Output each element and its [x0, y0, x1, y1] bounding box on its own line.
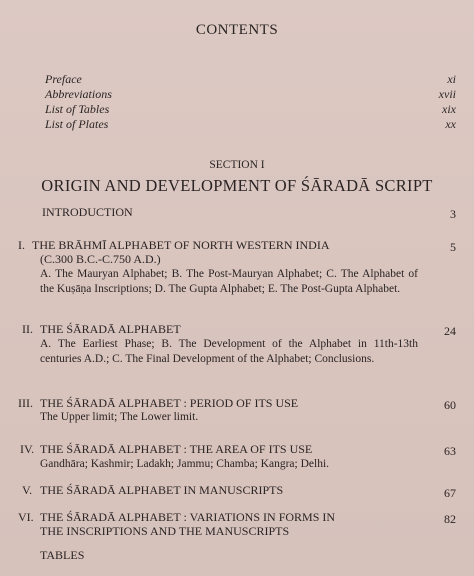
- chapter-page: 67: [444, 486, 456, 500]
- chapter-description: The Upper limit; The Lower limit.: [40, 411, 199, 423]
- chapter-page: 82: [444, 512, 456, 526]
- chapter-title: THE ŚĀRADĀ ALPHABET : THE AREA OF ITS USE: [40, 442, 313, 456]
- introduction-label: INTRODUCTION: [42, 205, 133, 219]
- page-title: CONTENTS: [195, 22, 279, 38]
- section-title: ORIGIN AND DEVELOPMENT OF ŚĀRADĀ SCRIPT: [41, 176, 433, 195]
- front-matter-label: List of Tables: [45, 102, 110, 116]
- chapter-subtitle: (C.300 B.C.-C.750 A.D.): [40, 252, 161, 266]
- chapter-number: IV.: [20, 442, 35, 456]
- front-matter-page: xi: [447, 72, 456, 86]
- chapter-title-continued: THE INSCRIPTIONS AND THE MANUSCRIPTS: [40, 524, 290, 538]
- front-matter-page: xx: [445, 117, 456, 131]
- chapter-title: THE ŚĀRADĀ ALPHABET: [40, 322, 181, 336]
- chapter-number: V.: [22, 483, 33, 497]
- chapter-number: I.: [18, 238, 25, 252]
- chapter-page: 63: [444, 444, 456, 458]
- chapter-page: 5: [450, 240, 456, 254]
- front-matter-label: List of Plates: [45, 117, 109, 131]
- section-label: SECTION I: [209, 159, 265, 171]
- front-matter-label: Abbreviations: [45, 87, 112, 101]
- chapter-description: A. The Earliest Phase; B. The Development of the Alphabet in 11th-13th centuries A.D.; C. The Final Development of the Alphabet; Conclusions.: [40, 338, 418, 366]
- chapter-number: III.: [18, 396, 33, 410]
- tables-label: TABLES: [40, 548, 85, 562]
- front-matter-page: xvii: [438, 87, 456, 101]
- front-matter-page: xix: [442, 102, 456, 116]
- chapter-title: THE ŚĀRADĀ ALPHABET IN MANUSCRIPTS: [40, 483, 284, 497]
- chapter-page: 24: [444, 324, 456, 338]
- front-matter-label: Preface: [45, 72, 82, 86]
- chapter-title: THE ŚĀRADĀ ALPHABET : PERIOD OF ITS USE: [40, 396, 299, 410]
- chapter-page: 60: [444, 398, 456, 412]
- chapter-title: THE BRĀHMĪ ALPHABET OF NORTH WESTERN INDIA: [32, 238, 330, 252]
- chapter-number: II.: [22, 322, 33, 336]
- introduction-page: 3: [450, 207, 456, 221]
- chapter-number: VI.: [18, 510, 34, 524]
- chapter-description: A. The Mauryan Alphabet; B. The Post-Mauryan Alphabet; C. The Alphabet of the Kuṣāṇa Inscriptions; D. The Gupta Alphabet; E. The Post-Gupta Alphabet.: [40, 268, 418, 296]
- chapter-description: Gandhāra; Kashmir; Ladakh; Jammu; Chamba; Kangra; Delhi.: [40, 458, 330, 470]
- chapter-title: THE ŚĀRADĀ ALPHABET : VARIATIONS IN FORMS IN: [40, 510, 336, 524]
